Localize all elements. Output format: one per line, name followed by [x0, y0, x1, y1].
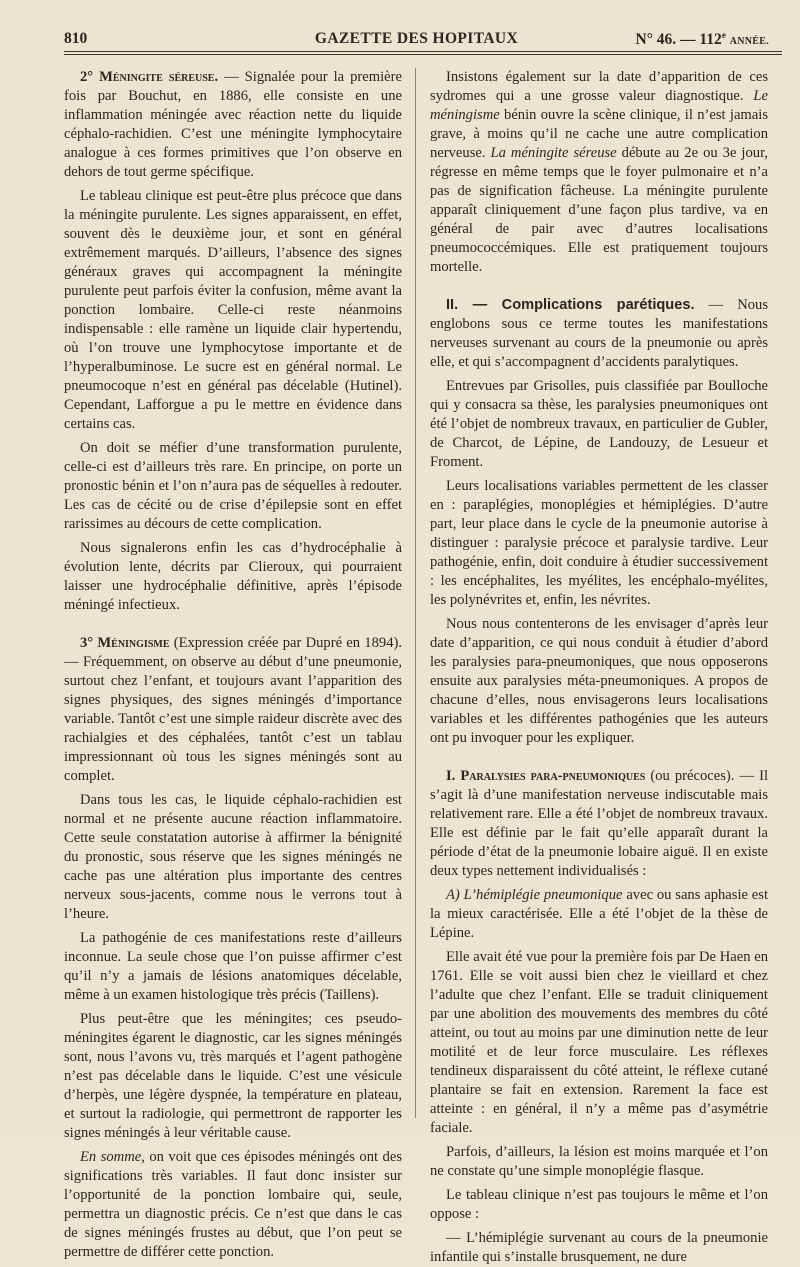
paragraph: Plus peut-être que les méningites; ces pseudo-méningites égarent le diagnostic, car les signes méningés sont, nous l’avons vu, très marqués et l’agent pathogène n’est pas décelable dans le liquide. C’est une vésicule d’herpès, une légère dyspnée, la température en plateau, et surtout la radiologie, qui permettront de rapporter les signes méningés à leur véritable cause. — [64, 1011, 402, 1141]
paragraph-en-somme: En somme, on voit que ces épisodes méningés ont des significations très variables. Il faut donc insister sur l’opportunité de la ponction lombaire qui, seule, permettra un diagnostic précis. Ce n’est que dans le cas de signes méningés frustes au début, que l’on peut se permettre de différer cette ponction. — [64, 1149, 402, 1260]
issue-label: N° 46. — 112e ANNÉE. — [635, 30, 769, 49]
paragraph: La pathogénie de ces manifestations reste d’ailleurs inconnue. La seule chose que l’on puisse affirmer c’est qu’il n’y a jamais de lésions anatomiques décelable, même à un examen histologique très précis (Taillens). — [64, 930, 402, 1003]
paragraph: Dans tous les cas, le liquide céphalo-rachidien est normal et ne présente aucune réaction inflammatoire. Cette seule constatation autorise à affirmer la bénignité du pronostic, sous réserve que les signes méningés ne cache pas une altération plus importante des centres nerveux sous-jacents, comme nous le verrons tout à l’heure. — [64, 792, 402, 922]
paragraph: On doit se méfier d’une transformation purulente, celle-ci est d’ailleurs très rare. En principe, on porte un pronostic bénin et l’on n’aura pas de séquelles à redouter. Les cas de cécité ou de crise d’épilepsie sont en effet rarissimes au décours de cette complication. — [64, 440, 402, 532]
paragraph: Parfois, d’ailleurs, la lésion est moins marquée et l’on ne constate qu’une simple monoplégie flasque. — [430, 1144, 768, 1179]
journal-title: GAZETTE DES HOPITAUX — [314, 30, 519, 47]
paragraph: — L’hémiplégie survenant au cours de la pneumonie infantile qui s’installe brusquement, ne dure — [430, 1230, 768, 1265]
column-divider — [415, 68, 416, 1118]
paragraph-hemiplegie: A) L’hémiplégie pneumonique avec ou sans aphasie est la mieux caractérisée. Elle a été l’objet de la thèse de Lépine. — [430, 887, 768, 941]
header-rule — [64, 51, 782, 52]
right-column — [430, 68, 769, 1265]
paragraph-date-apparition: Insistons également sur la date d’apparition de ces sydromes qui a une grosse valeur diagnostique. Le méningisme bénin ouvre la scène clinique, il n’est jamais grave, à moins qu’il ne cache une autre complication nerveuse. La méningite séreuse débute au 2e ou 3e jour, régresse en même temps que le foyer pulmonaire et n’a pas de signification fâcheuse. La méningite purulente apparaît cliniquement d’une façon plus tardive, va en général de pair avec d’autres localisations pneumococcémiques. Elle est pratiquement toujours mortelle. — [430, 69, 768, 275]
paragraph-paralysies-para-pneumoniques: I. Paralysies para-pneumoniques (ou précoces). — Il s’agit là d’une manifestation nerveuse indiscutable mais relativement rare. Elle a été l’objet de nombreux travaux. Elle est définie par le fait qu’elle apparaît durant la période d’état de la pneumonie lobaire aiguë. Il en existe deux types nettement individualisés : — [430, 768, 768, 879]
header-rule-double — [64, 54, 782, 55]
page-number: 810 — [64, 30, 88, 47]
section-heading-complications-paretiques: II. — Complications parétiques. — Nous englobons sous ce terme toutes les manifestations nerveuses survenant au cours de la pneumonie ou après elle, et qui s’accompagnent d’accidents paralytiques. — [430, 297, 769, 370]
paragraph: Nous nous contenterons de les envisager d’après leur date d’apparition, ce qui nous conduit à étudier d’abord les paralysies para-pneumoniques, que nous opposerons ensuite aux paralysies méta-pneumoniques. A propos de chacune d’elles, nous envisagerons leurs localisations variables et les différentes pathogénies que les auteurs ont pu invoquer pour les expliquer. — [430, 616, 768, 746]
paragraph: Leurs localisations variables permettent de les classer en : paraplégies, monoplégies et hémiplégies. D’autre part, leur place dans le cycle de la pneumonie autorise à distinguer : paralysie précoce et paralysie tardive. Leur pathogénie, enfin, doit conduire à étudier successivement : les encéphalites, les myélites, les encéphalo-myélites, les polynévrites et, enfin, les névrites. — [430, 478, 768, 608]
paragraph: Nous signalerons enfin les cas d’hydrocéphalie à évolution lente, décrits par Clieroux, qui pourraient laisser une hydrocéphalie définitive, après l’épisode méningé infectieux. — [64, 540, 402, 613]
paragraph: Elle avait été vue pour la première fois par De Haen en 1761. Elle se voit aussi bien chez le vieillard et chez l’adulte que chez l’enfant. Elle se traduit cliniquement par une abolition des mouvements des membres du côté atteint, ou tout au moins par une diminution nette de leur motilité et de leur force musculaire. Les réflexes tendineux disparaissent du côté atteint, le réflexe cutané plantaire se fait en extension. Rarement la face est atteinte : en général, il n’y a même pas d’asymétrie faciale. — [430, 949, 768, 1136]
paragraph-meningite-sereuse: 2° Méningite séreuse. — Signalée pour la première fois par Bouchut, en 1886, elle consiste en une inflammation méningée avec réaction nette du liquide céphalo-rachidien. C’est une méningite lymphocytaire analogue à ces formes primitives que l’on observe en dehors de tout germe spécifique. — [64, 69, 402, 180]
page-header — [64, 28, 769, 50]
left-column — [64, 68, 402, 1260]
paragraph-meningisme: 3° Méningisme (Expression créée par Dupré en 1894). — Fréquemment, on observe au début d’une pneumonie, surtout chez l’enfant, et toujours avant l’apparition des signes physiques, des signes méningés d’importance variable. Tantôt c’est une simple raideur discrète avec des rachialgies et des céphalées, tantôt c’est un tablau impressionnant où tous les signes méningés sont au complet. — [64, 635, 402, 784]
paragraph: Le tableau clinique est peut-être plus précoce que dans la méningite purulente. Les signes apparaissent, en effet, souvent dès le deuxième jour, et sont en général extrêmement marqués. D’ailleurs, l’absence des signes généraux graves qui accompagnent la méningite purulente peut parfois éviter la confusion, même avant la ponction lombaire. Celle-ci reste néanmoins indispensable : elle ramène un liquide clair hypertendu, où l’on trouve une lymphocytose importante et de l’hyperalbuminose. Le sucre est en général normal. Le pneumocoque n’est en général pas décelable (Hutinel). Cependant, Lafforgue a pu le mettre en évidence dans certains cas. — [64, 188, 402, 432]
paragraph: Entrevues par Grisolles, puis classifiée par Boulloche qui y consacra sa thèse, les paralysies pneumoniques ont été l’objet de nombreux travaux, en particulier de Gubler, de Charcot, de Lépine, de Landouzy, de Lesueur et Froment. — [430, 378, 768, 470]
paragraph: Le tableau clinique n’est pas toujours le même et l’on oppose : — [430, 1187, 768, 1222]
